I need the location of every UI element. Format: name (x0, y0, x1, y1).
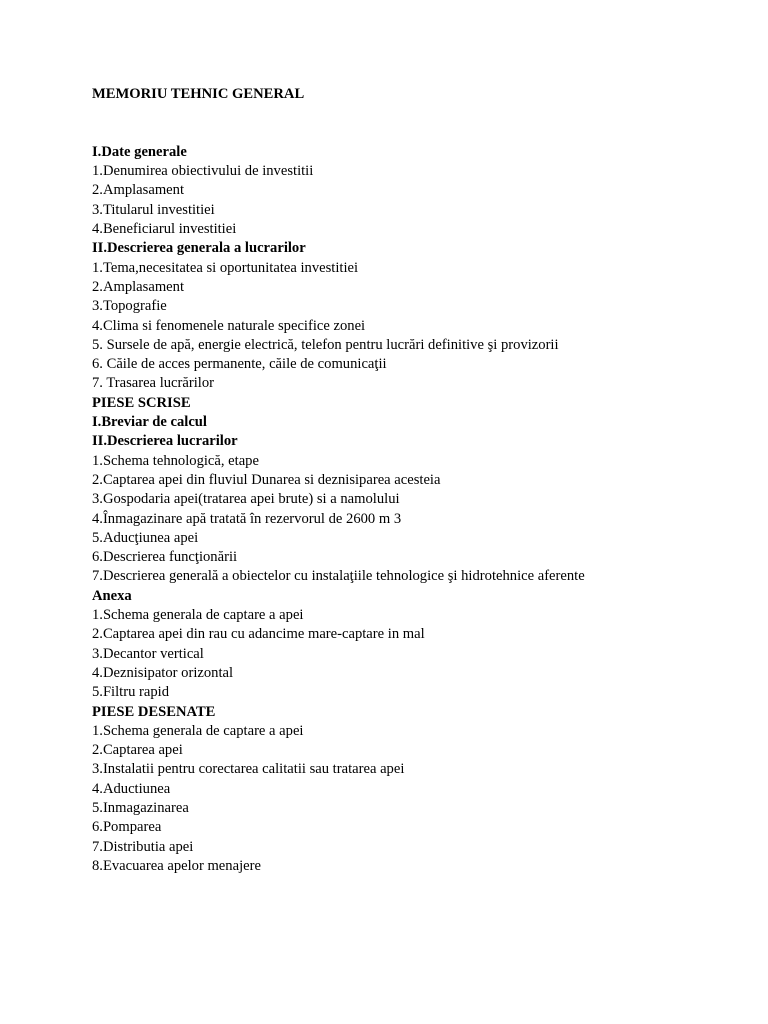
section-heading: I.Date generale (92, 143, 187, 160)
list-item: 3.Instalatii pentru corectarea calitatii sau tratarea apei (92, 761, 405, 778)
list-item: 1.Schema generala de captare a apei (92, 722, 304, 739)
list-item: 1.Denumirea obiectivului de investitii (92, 163, 314, 180)
list-item: 1.Tema,necesitatea si oportunitatea investitiei (92, 259, 359, 276)
list-item: 4.Aductiunea (92, 780, 171, 797)
section-heading: PIESE SCRISE (92, 394, 191, 411)
list-item: 7.Descrierea generală a obiectelor cu instalaţiile tehnologice şi hidrotehnice aferente (92, 568, 585, 585)
list-item: 3.Topografie (92, 298, 167, 315)
section-heading: Anexa (92, 587, 132, 604)
list-item: 4.Înmagazinare apă tratată în rezervorul de 2600 m 3 (92, 510, 402, 527)
list-item: 2.Captarea apei (92, 742, 183, 759)
document-body (92, 85, 732, 876)
list-item: 4.Clima si fenomenele naturale specifice zonei (92, 317, 366, 334)
list-item: 2.Captarea apei din fluviul Dunarea si deznisiparea acesteia (92, 471, 441, 488)
list-item: 8.Evacuarea apelor menajere (92, 857, 261, 874)
document-lines (92, 143, 732, 876)
section-heading: II.Descrierea lucrarilor (92, 433, 238, 450)
list-item: 2.Amplasament (92, 182, 185, 199)
section-heading: II.Descrierea generala a lucrarilor (92, 240, 306, 257)
list-item: 4.Beneficiarul investitiei (92, 221, 237, 238)
list-item: 1.Schema generala de captare a apei (92, 607, 304, 624)
list-item: 6.Descrierea funcţionării (92, 549, 238, 566)
list-item: 4.Deznisipator orizontal (92, 664, 234, 681)
list-item: 6. Căile de acces permanente, căile de comunicaţii (92, 356, 387, 373)
list-item: 2.Captarea apei din rau cu adancime mare-captare in mal (92, 626, 425, 643)
list-item: 6.Pomparea (92, 819, 162, 836)
list-item: 5.Inmagazinarea (92, 799, 189, 816)
list-item: 2.Amplasament (92, 278, 185, 295)
document-title: MEMORIU TEHNIC GENERAL (92, 86, 305, 102)
list-item: 3.Decantor vertical (92, 645, 204, 662)
section-heading: PIESE DESENATE (92, 703, 216, 720)
list-item: 5.Aducţiunea apei (92, 529, 199, 546)
list-item: 3.Gospodaria apei(tratarea apei brute) si a namolului (92, 491, 400, 508)
section-heading: I.Breviar de calcul (92, 414, 207, 431)
list-item: 3.Titularul investitiei (92, 201, 215, 218)
list-item: 7. Trasarea lucrărilor (92, 375, 214, 392)
list-item: 7.Distributia apei (92, 838, 194, 855)
list-item: 5.Filtru rapid (92, 684, 170, 701)
list-item: 1.Schema tehnologică, etape (92, 452, 259, 469)
list-item: 5. Sursele de apă, energie electrică, telefon pentru lucrări definitive şi provizorii (92, 336, 559, 353)
